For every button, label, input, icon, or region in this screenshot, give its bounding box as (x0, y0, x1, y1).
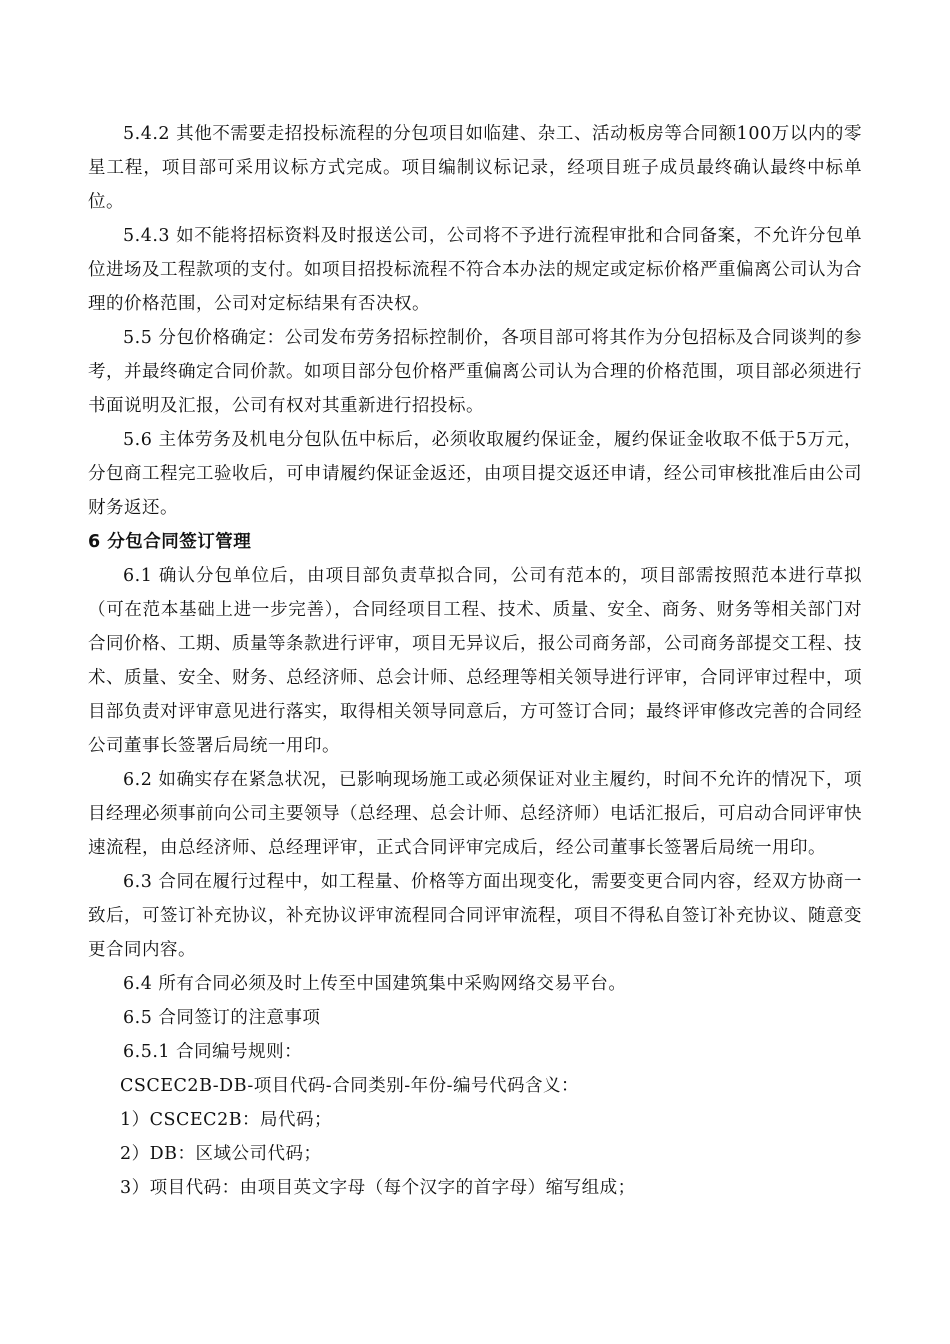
paragraph-5-6: 5.6 主体劳务及机电分包队伍中标后，必须收取履约保证金，履约保证金收取不低于5万元，分包商工程完工验收后，可申请履约保证金返还，由项目提交返还申请，经公司审核批准后由公司财务返还。 (88, 430, 862, 518)
paragraph-6-1: 6.1 确认分包单位后，由项目部负责草拟合同，公司有范本的，项目部需按照范本进行草拟（可在范本基础上进一步完善），合同经项目工程、技术、质量、安全、商务、财务等相关部门对合同价格、工期、质量等条款进行评审，项目无异议后，报公司商务部，公司商务部提交工程、技术、质量、安全、财务、总经济师、总会计师、总经理等相关领导进行评审，合同评审过程中，项目部负责对评审意见进行落实，取得相关领导同意后，方可签订合同；最终评审修改完善的合同经公司董事长签署后局统一用印。 (88, 566, 862, 756)
contract-code-format: CSCEC2B-DB-项目代码-合同类别-年份-编号代码含义： (120, 1076, 580, 1096)
list-item-1: 1）CSCEC2B：局代码； (120, 1110, 333, 1130)
list-item-3: 3）项目代码：由项目英文字母（每个汉字的首字母）缩写组成； (120, 1178, 636, 1198)
paragraph-6-2: 6.2 如确实存在紧急状况，已影响现场施工或必须保证对业主履约，时间不允许的情况下，项目经理必须事前向公司主要领导（总经理、总会计师、总经济师）电话汇报后，可启动合同评审快速流程，由总经济师、总经理评审，正式合同评审完成后，经公司董事长签署后局统一用印。 (88, 770, 862, 858)
paragraph-6-4: 6.4 所有合同必须及时上传至中国建筑集中采购网络交易平台。 (123, 974, 627, 994)
paragraph-6-5-1: 6.5.1 合同编号规则： (123, 1042, 303, 1062)
paragraph-6-3: 6.3 合同在履行过程中，如工程量、价格等方面出现变化，需要变更合同内容，经双方协商一致后，可签订补充协议，补充协议评审流程同合同评审流程，项目不得私自签订补充协议、随意变更合同内容。 (88, 872, 862, 960)
paragraph-5-4-2: 5.4.2 其他不需要走招投标流程的分包项目如临建、杂工、活动板房等合同额100万以内的零星工程，项目部可采用议标方式完成。项目编制议标记录，经项目班子成员最终确认最终中标单位。 (88, 124, 862, 212)
list-item-2: 2）DB：区域公司代码； (120, 1144, 322, 1164)
paragraph-6-5: 6.5 合同签订的注意事项 (123, 1008, 321, 1028)
paragraph-5-5: 5.5 分包价格确定：公司发布劳务招标控制价，各项目部可将其作为分包招标及合同谈判的参考，并最终确定合同价款。如项目部分包价格严重偏离公司认为合理的价格范围，项目部必须进行书面说明及汇报，公司有权对其重新进行招投标。 (88, 328, 862, 416)
paragraph-5-4-3: 5.4.3 如不能将招标资料及时报送公司，公司将不予进行流程审批和合同备案，不允许分包单位进场及工程款项的支付。如项目招投标流程不符合本办法的规定或定标价格严重偏离公司认为合理的价格范围，公司对定标结果有否决权。 (88, 226, 862, 314)
section-heading-6: 6 分包合同签订管理 (88, 532, 252, 552)
